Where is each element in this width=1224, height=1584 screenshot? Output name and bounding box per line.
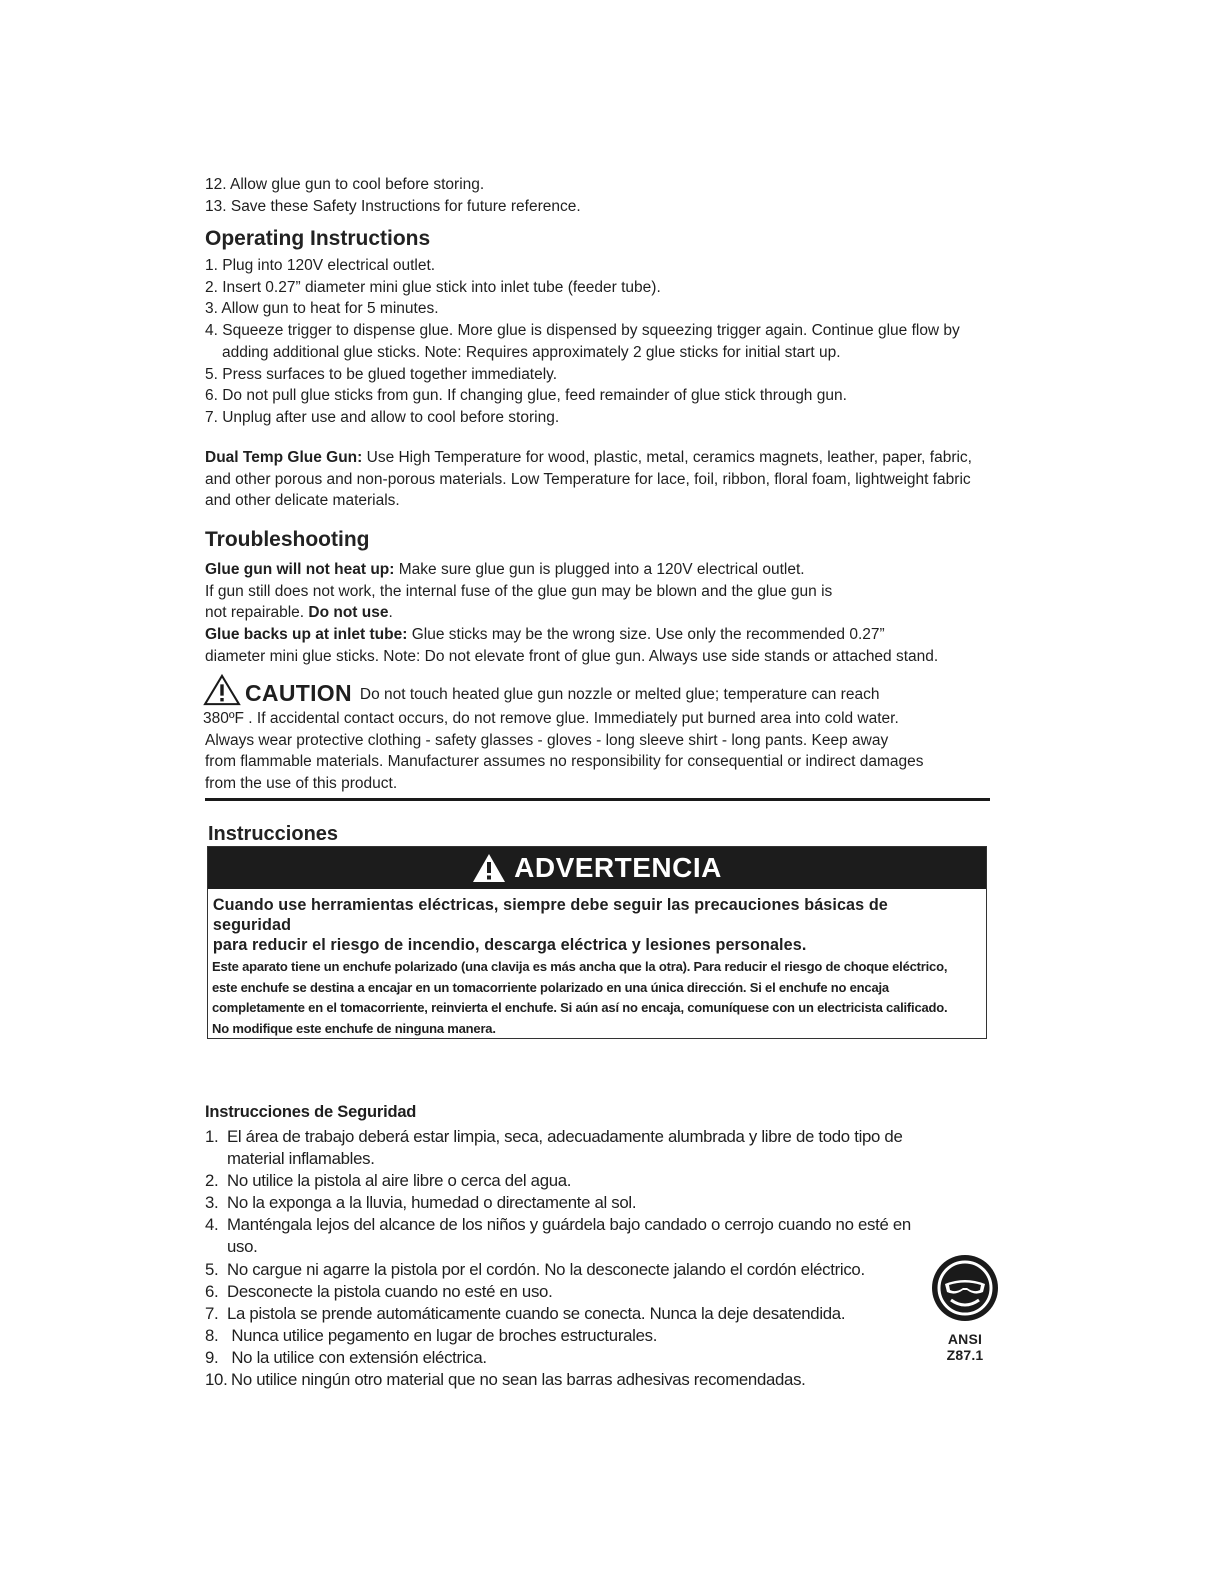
list-item: 3. Allow gun to heat for 5 minutes. [205, 300, 439, 318]
list-item [205, 1236, 911, 1258]
list-text: No utilice la pistola al aire libre o cerca del agua. [227, 1171, 572, 1191]
advertencia-bar [208, 847, 986, 889]
list-number: 9. [205, 1347, 219, 1367]
top-list [205, 174, 581, 217]
instrucciones-heading: Instrucciones [208, 823, 339, 845]
caution-text: from the use of this product. [205, 775, 398, 793]
advertencia-title: ADVERTENCIA [514, 852, 722, 883]
list-text: No la exponga a la lluvia, humedad o directamente al sol. [227, 1193, 637, 1213]
troubleshooting-heading: Troubleshooting [205, 528, 370, 551]
list-item [205, 1325, 911, 1347]
list-item: 13. Save these Safety Instructions for future reference. [205, 197, 581, 215]
list-number: 2. [205, 1171, 219, 1191]
list-text: No la utilice con extensión eléctrica. [227, 1347, 487, 1367]
operating-heading: Operating Instructions [205, 227, 431, 250]
seguridad-list [205, 1126, 911, 1391]
list-text: material inflamables. [227, 1149, 375, 1169]
warning-triangle-icon [203, 674, 241, 706]
dual-temp-paragraph [205, 447, 972, 512]
troubleshooting-body [205, 559, 938, 668]
list-item: adding additional glue sticks. Note: Requires approximately 2 glue sticks for initial start up. [222, 343, 841, 361]
list-number: 6. [205, 1281, 219, 1301]
heat-text: not repairable. [205, 604, 309, 622]
list-item [205, 1369, 911, 1391]
heat-text: . [388, 604, 393, 622]
heat-label: Glue gun will not heat up: [205, 561, 395, 578]
list-item [205, 1148, 911, 1170]
caution-word: CAUTION [245, 680, 352, 706]
list-item: 1. Plug into 120V electrical outlet. [205, 257, 436, 274]
section-divider [205, 798, 990, 801]
list-item [205, 1303, 911, 1325]
dual-temp-label: Dual Temp Glue Gun: [205, 449, 363, 466]
list-item: 6. Do not pull glue sticks from gun. If changing glue, feed remainder of glue stick through gun. [205, 387, 847, 405]
heat-text: If gun still does not work, the internal fuse of the glue gun may be blown and the glue gun is [205, 582, 833, 600]
list-text: uso. [227, 1237, 258, 1257]
list-text: Nunca utilice pegamento en lugar de broches estructurales. [227, 1325, 658, 1345]
list-item: 7. Unplug after use and allow to cool before storing. [205, 408, 560, 426]
list-item: 5. Press surfaces to be glued together immediately. [205, 365, 558, 383]
backs-label: Glue backs up at inlet tube: [205, 626, 408, 644]
heat-text: Make sure glue gun is plugged into a 120V electrical outlet. [394, 561, 805, 578]
dual-temp-text: and other porous and non-porous materials. Low Temperature for lace, foil, ribbon, floral foam, lightweight fabric [205, 470, 971, 488]
safety-goggles-badge [929, 1254, 1001, 1363]
advertencia-text: Este aparato tiene un enchufe polarizado (una clavija es más ancha que la otra). Para reducir el riesgo de choque eléctrico, [212, 959, 948, 974]
advertencia-box [207, 846, 987, 1039]
operating-list [205, 255, 960, 429]
list-number: 7. [205, 1303, 219, 1323]
list-item: 4. Squeeze trigger to dispense glue. More glue is dispensed by squeezing trigger again. Continue glue flow by [205, 322, 960, 340]
list-number: 4. [205, 1215, 219, 1235]
caution-text: Do not touch heated glue gun nozzle or melted glue; temperature can reach [359, 686, 880, 704]
caution-text: 380ºF . If accidental contact occurs, do not remove glue. Immediately put burned area into cold water. [203, 710, 899, 727]
list-number: 3. [205, 1193, 219, 1213]
dual-temp-text: Use High Temperature for wood, plastic, metal, ceramics magnets, leather, paper, fabric, [362, 449, 972, 466]
list-item: 12. Allow glue gun to cool before storing. [205, 176, 485, 193]
backs-text: diameter mini glue sticks. Note: Do not elevate front of glue gun. Always use side stands or attached stand. [205, 647, 939, 665]
list-number: 1. [205, 1127, 219, 1146]
list-text: No cargue ni agarre la pistola por el cordón. No la desconecte jalando el cordón eléctrico. [227, 1259, 865, 1279]
list-item [205, 1259, 911, 1281]
safety-goggles-icon [931, 1254, 999, 1322]
list-text: Manténgala lejos del alcance de los niños y guárdela bajo candado o cerrojo cuando no esté en [227, 1215, 911, 1235]
list-text: El área de trabajo deberá estar limpia, seca, adecuadamente alumbrada y libre de todo tipo de [227, 1127, 903, 1146]
advertencia-lead: para reducir el riesgo de incendio, descarga eléctrica y lesiones personales. [212, 936, 807, 954]
list-number: 5. [205, 1259, 219, 1279]
do-not-use: Do not use [308, 604, 389, 622]
list-item [205, 1281, 911, 1303]
list-item [205, 1170, 911, 1192]
list-number: 10. [205, 1370, 228, 1390]
list-item: 2. Insert 0.27” diameter mini glue stick into inlet tube (feeder tube). [205, 278, 661, 296]
list-text: Desconecte la pistola cuando no esté en uso. [227, 1281, 553, 1301]
advertencia-text: este enchufe se destina a encajar en un tomacorriente polarizado en una única dirección. Si el enchufe no encaja [212, 979, 889, 995]
list-item [205, 1126, 911, 1148]
backs-text: Glue sticks may be the wrong size. Use only the recommended 0.27” [407, 626, 885, 644]
list-item [205, 1192, 911, 1214]
list-number: 8. [205, 1325, 219, 1345]
list-text: La pistola se prende automáticamente cuando se conecta. Nunca la deje desatendida. [227, 1303, 846, 1323]
ansi-label: ANSI Z87.1 [946, 1331, 984, 1363]
seguridad-heading: Instrucciones de Seguridad [205, 1103, 417, 1121]
advertencia-text: No modifique este enchufe de ninguna manera. [212, 1020, 496, 1036]
caution-text: from flammable materials. Manufacturer assumes no responsibility for consequential or indirect damages [205, 753, 924, 771]
caution-text: Always wear protective clothing - safety glasses - gloves - long sleeve shirt - long pants. Keep away [205, 731, 889, 749]
list-text: No utilice ningún otro material que no sean las barras adhesivas recomendadas. [231, 1370, 806, 1390]
advertencia-text: completamente en el tomacorriente, reinvierta el enchufe. Si aún así no encaja, comuníquese con un electricista calificado. [212, 1000, 948, 1015]
list-item [205, 1347, 911, 1369]
advertencia-lead: Cuando use herramientas eléctricas, siempre debe seguir las precauciones básicas de seguridad [212, 896, 888, 934]
warning-triangle-icon [472, 853, 506, 883]
list-item [205, 1214, 911, 1236]
caution-block [203, 674, 924, 795]
dual-temp-text: and other delicate materials. [205, 492, 400, 510]
